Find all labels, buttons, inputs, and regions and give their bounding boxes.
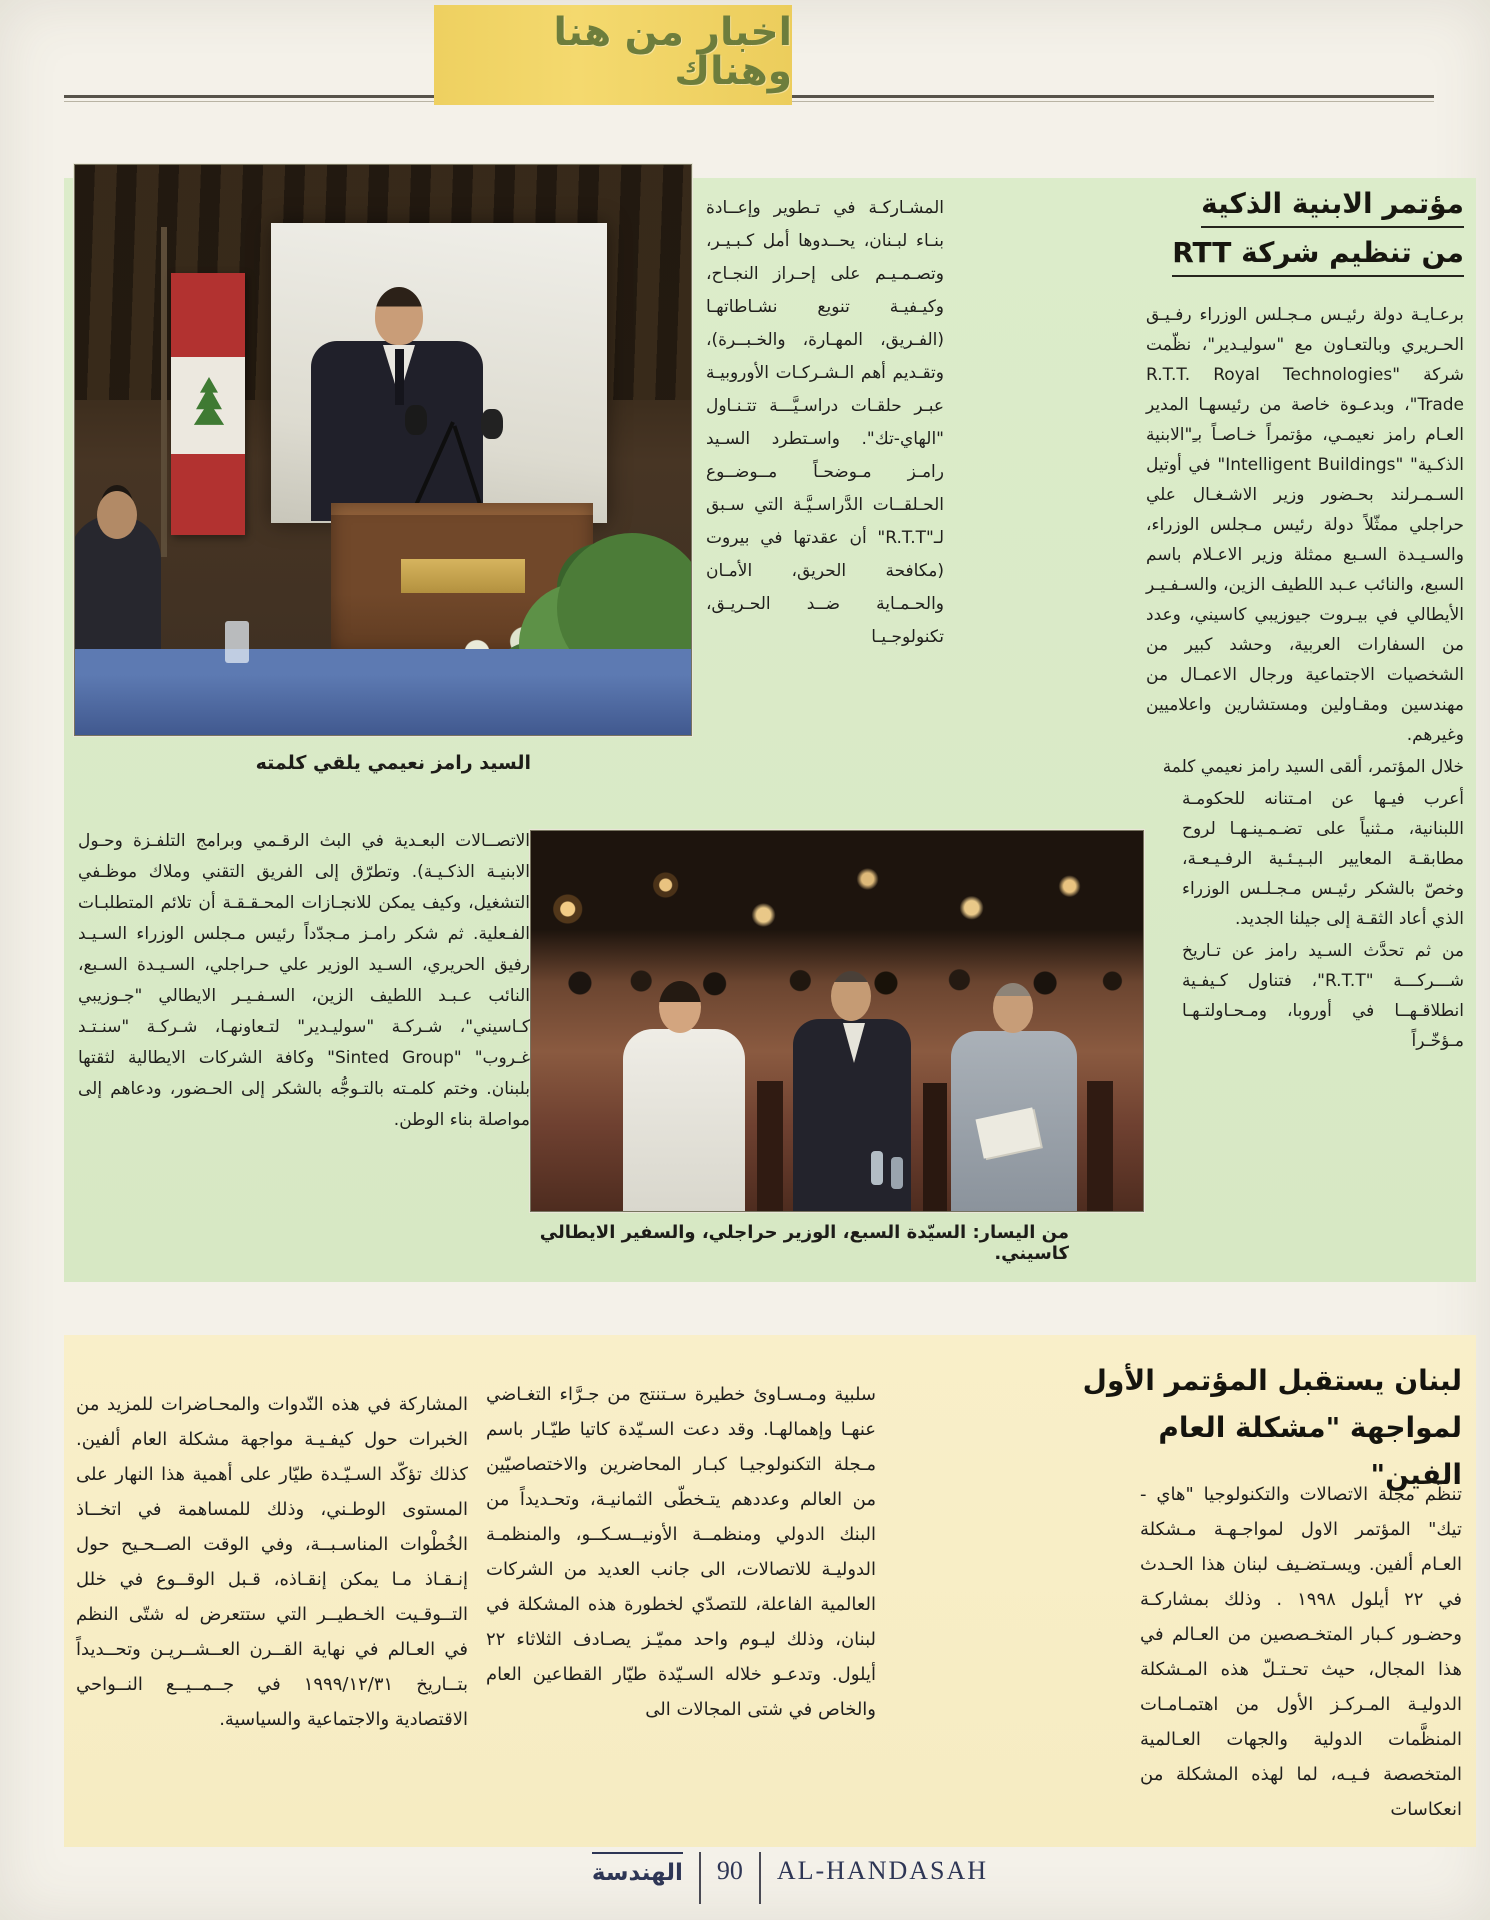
blue-table bbox=[75, 649, 691, 735]
seated-person-head bbox=[97, 491, 137, 539]
mrs-sabaa-figure bbox=[623, 1029, 745, 1211]
article1-title-line1: مؤتمر الابنية الذكية bbox=[1201, 186, 1464, 228]
article2-col-left: المشاركة في هذه النّدوات والمحـاضرات للمزيد من الخبرات حول كيفـيـة مواجهة مشكلة العام ألفين. كذلك تؤكّد السـيّـدة طيّار على أهمية هذا النهار على المستوى الوطـني، وذلك للمساهمة في اتخــاذ الخُطْوات المناسـبــة، وفي الوقت الصــحـيح حول إنـقـاذ مـا يمكن إنقـاذه، قـبل الوقــوع في خلل التــوقـيت الخـطيــر التي ستتعرض له شتّى النظم في العـالم في نهاية القــرن العــشــريـن وتحــديداً بتــاريخ ١٩٩٩/١٢/٣١ في جــمــيــع النــواحي الاقتصادية والاجتماعية والسياسية. bbox=[76, 1394, 469, 1730]
article2-col-middle: سلبية ومـسـاوئ خطيرة سـتنتج من جـرَّاء التغـاضي عنهـا وإهمالهـا. وقد دعت السـيّدة كاتيا طيّـار باسم مـجلة التكنولوجيـا كبـار المحاضرين والاختصاصيّين من العالم وعددهم يتـخطّى الثمانيـة، وتحـديداً من البنك الدولي ومنظمــة الأونيــسـكــو، والمنظمـة الدوليـة للاتصالات، الى جانب العديد من الشركات العالمية الفاعلة، للتصدّي لخطورة هذه المشكلة في لبنان، وذلك ليـوم واحد مميّـز يصـادف الثلاثاء ٢٢ أيلول. وتدعـو خلاله السـيّدة طيّار القطاعين العام والخاص في شتى المجالات الى bbox=[486, 1384, 876, 1720]
article1-title-line2: من تنظيم شركة RTT bbox=[1172, 235, 1464, 277]
ceiling-lights bbox=[531, 831, 1143, 951]
article2-col-right: تنظّم مجلة الاتصالات والتكنولوجيا "هاي - تيك" المؤتمر الاول لمواجـهـة مـشكلة العـام ألفين. ويسـتضـيف لبنان هذا الحـدث في ٢٢ أيلول ١٩٩٨ . وذلك بمشاركـة وحضـور كـبار المتخـصصين من العـالم في هذا المجال، حيث تحـتـلّ هذه المـشكلة الدوليـة المـركـز الأول من اهتمـامـات المنظَّمات الدولية والجهات العـالمية المتخصصة فـيـه، لما لهذه المشكلة من انعكاسات bbox=[1140, 1484, 1462, 1820]
flag-pole bbox=[161, 227, 167, 557]
magazine-name-en: AL-HANDASAH bbox=[776, 1856, 989, 1885]
article1-right-paragraph-4: من ثم تحدَّث السـيد رامز عن تـاريخ شـــركـــة "R.T.T"، فتناول كـيفـية انطلاقـهــا في أوروبا، ومـحـاولتـهـا مـؤخّـراً bbox=[1182, 941, 1464, 1051]
article1-section bbox=[64, 178, 1476, 1282]
footer-divider bbox=[759, 1852, 761, 1904]
speaker-photo bbox=[74, 164, 692, 736]
article2-section bbox=[64, 1335, 1476, 1847]
article2-title-line2: لمواجهة "مشكلة العام الفين" bbox=[1158, 1411, 1462, 1491]
page-number: 90 bbox=[716, 1856, 743, 1885]
article1-right-paragraph-1: برعـايـة دولة رئيـس مـجـلس الوزراء رفـيـق الحـريري وبالتعـاون مع "سوليـدير"، نظّمت شركة "R.T.T. Royal Technologies Trade"، وبدعـوة خاصة من رئيسهـا المدير العـام رامز نعيمـي، مؤتمراً خـاصـاً بـِ"الابنية الذكـية" "Intelligent Buildings" في أوتيل السـمـرلند بحـضور وزير الاشـغـال علي حراجلي ممثّلاً دولة رئيس مـجلس الوزراء، والسـيـدة السـبع ممثلة وزير الاعـلام باسم السبع، والنائب عـبد اللطيف الزين، والسـفـيـر الأيطالي في بيـروت جيوزيبي كاسيني، وعدد من السفارات العربية، وحشد كبير من الشخصيات الاجتماعية ورجال الاعمـال من مهندسين ومقـاولين ومستشارين واعلاميين وغيرهم. bbox=[1146, 305, 1465, 745]
chair bbox=[923, 1083, 947, 1211]
water-bottle bbox=[891, 1157, 903, 1189]
article1-col-middle: المشـاركـة في تـطوير وإعــادة بنـاء لبـنان، يحــدوها أمل كـبـيـر، وتصـمـيـم على إحـراز النجـاح، وكيـفيـة تنويع نشـاطاتهـا (الفـريق، المهـارة، والخـبــرة)، وتقـديم أهم الـشـركـات الأوروبيـة عبـر حلقـات دراسـيَّـــة تتـنـاول "الهاي-تك". واسـتطرد السـيد رامـز مـوضحـاً مــوضــوع الحـلقــات الدَّراسـيَّـة التي سـبق لـ"R.T.T" أن عقدتها في بيروت (مكافحة الحريق، الأمـان والحـمـاية ضــد الحـريـق، تكنولوجـيـا bbox=[706, 198, 944, 647]
speaker-tie bbox=[395, 349, 404, 405]
minister-head bbox=[831, 971, 871, 1021]
photo1-caption: السيد رامز نعيمي يلقي كلمته bbox=[255, 752, 531, 774]
microphone-right bbox=[481, 409, 503, 439]
news-banner bbox=[434, 5, 792, 105]
audience-photo bbox=[530, 830, 1144, 1212]
water-bottle bbox=[871, 1151, 883, 1185]
article2-title-line1: لبنان يستقبل المؤتمر الأول bbox=[1082, 1364, 1462, 1397]
article1-col-right bbox=[1146, 300, 1464, 1058]
water-glass bbox=[225, 621, 249, 663]
speaker-head bbox=[375, 287, 423, 345]
chair bbox=[1087, 1081, 1113, 1211]
banner-title: اخبار من هنا وهناك bbox=[553, 10, 792, 94]
article1-right-paragraph-2: خلال المؤتمر، ألقى السيد رامز نعيمي كلمة bbox=[1162, 757, 1464, 777]
article1-col-left: الاتصــالات البعـدية في البث الرقـمي وبرامج التلفـزة وحـول الابنيـة الذكـيـة). وتطرّق إلى الفريق التقني وملاك موظـفي التشغيل، وكيف يمكن للانجـازات المحـقـقـة أن تلائم المتطلبـات الفـعلية. ثم شكر رامـز مـجدّداً رئيس مـجلس الوزراء السـيـد رفيق الحريري، السـيد الوزير علي حـراجلي، السـيـدة السـبع، النائب عـبـد اللطيف الزين، السـفـيـر الايطالي "جـوزيبي كـاسيني"، شـركـة "سوليـدير" لتـعاونهـا، شـركـة "سنـتـد غـروب" "Sinted Group" وكافة الشركات الايطالية لثقتها بلبنان. وختم كلمـته بالتـوجُّه بالشكر إلى الحـضور، ودعاهم إلى مواصلة بناء الوطن. bbox=[78, 831, 530, 1130]
page-footer bbox=[45, 1852, 1490, 1904]
podium-plaque bbox=[401, 559, 525, 593]
ambassador-head bbox=[993, 983, 1033, 1033]
article1-title bbox=[1134, 186, 1464, 284]
article1-right-paragraph-3: أعرب فيـها عن امـتنانه للحكومـة اللبنانية، مـثنياً على تضـمـينـهـا لروح مطابقـة المعايير البـيـئـية الرفـيـعـة، وخصّ بالشكر رئيـس مـجـلـس الوزراء الذي أعاد الثقـة إلى جيلنا الجديد. bbox=[1182, 789, 1464, 929]
footer-divider bbox=[699, 1852, 701, 1904]
mrs-sabaa-head bbox=[659, 981, 701, 1033]
photo2-caption: من اليسار: السيّدة السبع، الوزير حراجلي، والسفير الايطالي كاسيني. bbox=[539, 1222, 1069, 1264]
magazine-logo-ar: الهندسة bbox=[592, 1852, 683, 1886]
chair bbox=[757, 1081, 783, 1211]
microphone-left bbox=[405, 405, 427, 435]
